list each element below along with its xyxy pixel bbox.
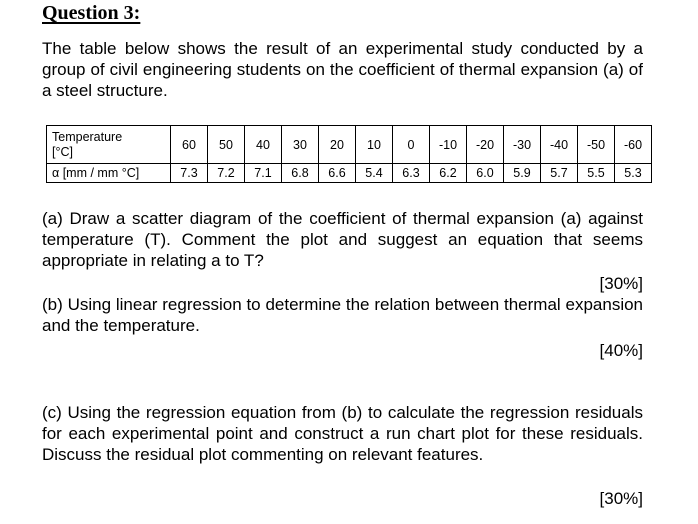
alpha-cell: 5.4	[356, 164, 393, 183]
part-c-marks: [30%]	[599, 489, 643, 508]
temperature-label: Temperature	[52, 129, 123, 144]
alpha-cell: 7.2	[208, 164, 245, 183]
temperature-row	[47, 126, 652, 164]
alpha-cell: 7.3	[171, 164, 208, 183]
alpha-cell: 5.3	[615, 164, 652, 183]
alpha-cell: 6.0	[467, 164, 504, 183]
part-b-marks: [40%]	[599, 341, 643, 360]
temperature-cell: 40	[245, 126, 282, 164]
temperature-cell: -60	[615, 126, 652, 164]
alpha-cell: 5.5	[578, 164, 615, 183]
alpha-cell: 7.1	[245, 164, 282, 183]
alpha-header: α [mm / mm °C]	[47, 164, 171, 183]
question-title: Question 3:	[42, 2, 141, 24]
temperature-cell: -40	[541, 126, 578, 164]
part-a-text: (a) Draw a scatter diagram of the coefficient of thermal expansion (a) against temperature (T). Comment the plot and suggest an equation that seems appropriate in relating a to T?	[42, 209, 643, 270]
alpha-cell: 6.8	[282, 164, 319, 183]
temperature-header	[47, 126, 171, 164]
temperature-unit: [°C]	[52, 144, 73, 159]
part-b-text: (b) Using linear regression to determine the relation between thermal expansion and the temperature.	[42, 295, 643, 335]
part-c-text: (c) Using the regression equation from (b) to calculate the regression residuals for each experimental point and construct a run chart plot for these residuals. Discuss the residual plot commenting on relevant features.	[42, 403, 643, 464]
alpha-cell: 5.7	[541, 164, 578, 183]
alpha-cell: 5.9	[504, 164, 541, 183]
data-table	[46, 125, 652, 183]
temperature-cell: 10	[356, 126, 393, 164]
alpha-row	[47, 164, 652, 183]
temperature-cell: 50	[208, 126, 245, 164]
question-intro: The table below shows the result of an experimental study conducted by a group of civil engineering students on the coefficient of thermal expansion (a) of a steel structure.	[42, 39, 643, 100]
temperature-cell: 30	[282, 126, 319, 164]
temperature-cell: -50	[578, 126, 615, 164]
temperature-cell: -30	[504, 126, 541, 164]
part-a-marks: [30%]	[599, 274, 643, 293]
alpha-cell: 6.2	[430, 164, 467, 183]
temperature-cell: -20	[467, 126, 504, 164]
temperature-cell: 20	[319, 126, 356, 164]
temperature-cell: -10	[430, 126, 467, 164]
temperature-cell: 0	[393, 126, 430, 164]
alpha-cell: 6.3	[393, 164, 430, 183]
alpha-cell: 6.6	[319, 164, 356, 183]
temperature-cell: 60	[171, 126, 208, 164]
